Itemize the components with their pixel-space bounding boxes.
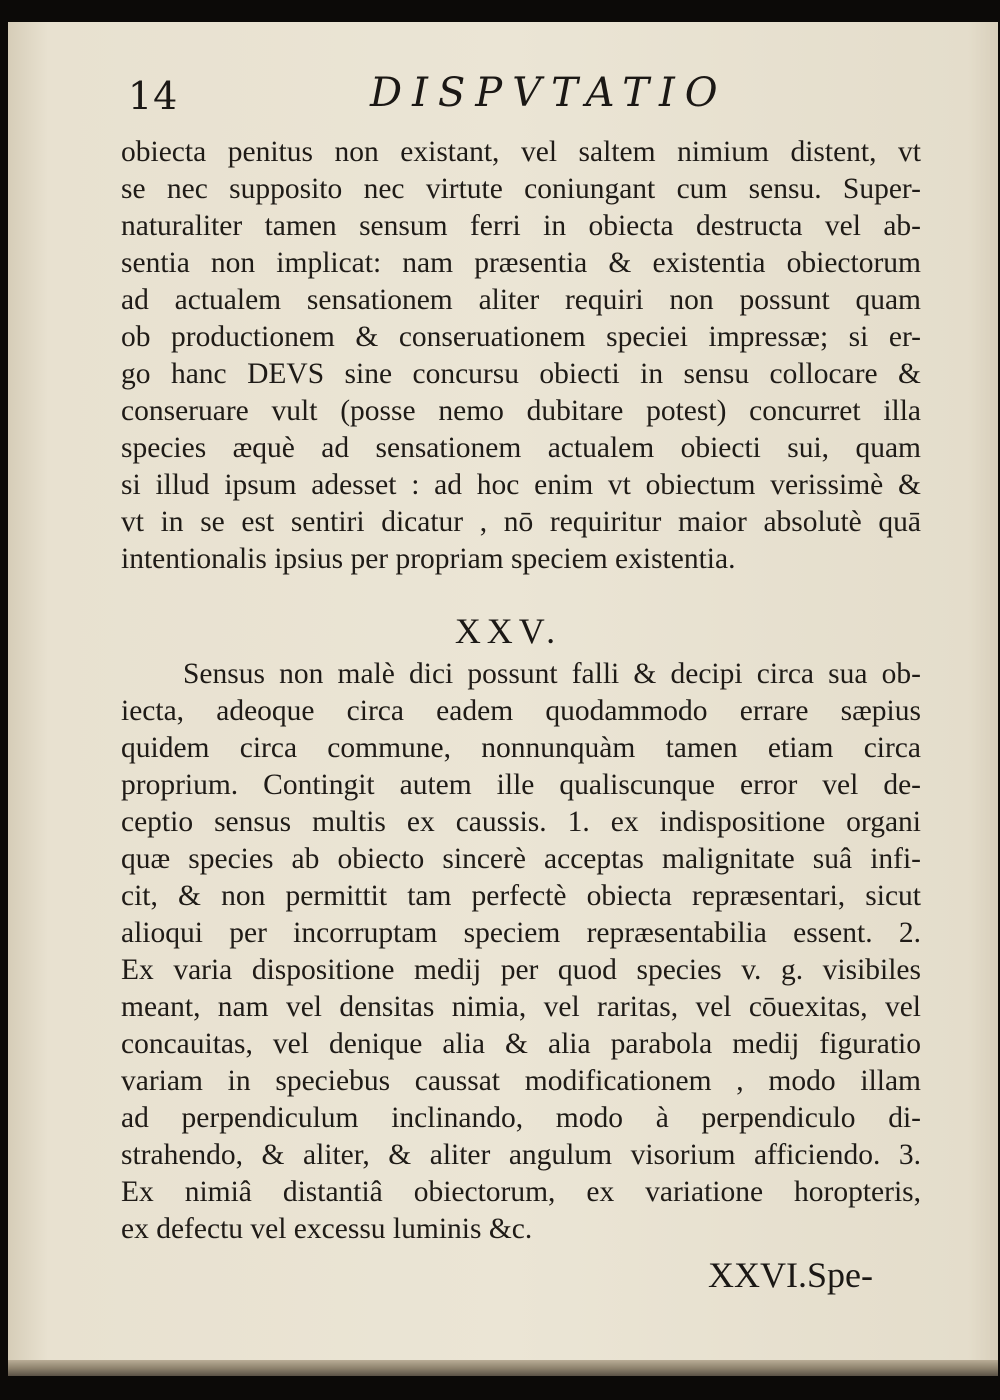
catchword: XXVI.Spe- [708,1255,873,1295]
text-line: ex defectu vel excessu luminis &c. [121,1213,533,1245]
section-heading: XXV. [454,611,562,651]
text-line: proprium. Contingit autem ille qualiscunque error vel de- [121,769,921,801]
paragraph-1 [121,134,921,578]
text-line: iecta, adeoque circa eadem quodammodo errare sæpius [121,695,921,727]
text-line: ceptio sensus multis ex caussis. 1. ex indispositione organi [121,806,921,838]
text-line: quidem circa commune, nonnunquàm tamen etiam circa [121,732,921,764]
text-line: ob productionem & conseruationem speciei impressæ; si er- [121,321,921,353]
text-line: strahendo, & aliter, & aliter angulum visorium afficiendo. 3. [121,1139,921,1171]
text-line: variam in speciebus caussat modificationem , modo illam [121,1065,921,1097]
text-line: naturaliter tamen sensum ferri in obiecta destructa vel ab- [121,210,921,242]
page-number: 14 [128,74,179,118]
paragraph-2 [121,656,921,1248]
text-line: ad actualem sensationem aliter requiri non possunt quam [121,284,921,316]
text-line: species æquè ad sensationem actualem obiecti sui, quam [121,432,921,464]
text-line: si illud ipsum adesset : ad hoc enim vt obiectum verissimè & [121,469,921,501]
text-line: vt in se est sentiri dicatur , nō requiritur maior absolutè quā [121,506,921,538]
text-line: conseruare vult (posse nemo dubitare potest) concurret illa [121,395,921,427]
text-line: quæ species ab obiecto sincerè acceptas malignitate suâ infi- [121,843,921,875]
text-line: ad perpendiculum inclinando, modo à perpendiculo di- [121,1102,921,1134]
text-line: concauitas, vel denique alia & alia parabola medij figuratio [121,1028,921,1060]
text-line: alioqui per incorruptam speciem repræsentabilia essent. 2. [121,917,921,949]
text-line: meant, nam vel densitas nimia, vel raritas, vel cōuexitas, vel [121,991,921,1023]
text-line: Ex varia dispositione medij per quod species v. g. visibiles [121,954,921,986]
text-line: Sensus non malè dici possunt falli & decipi circa sua ob- [183,658,921,690]
page-header [120,70,920,132]
text-line: go hanc DEVS sine concursu obiecti in sensu collocare & [121,358,921,390]
page-edge [8,1360,998,1376]
text-line: se nec supposito nec virtute coniungant cum sensu. Super- [121,173,921,205]
text-line: obiecta penitus non existant, vel saltem nimium distent, vt [121,136,921,168]
text-line: cit, & non permittit tam perfectè obiecta repræsentari, sicut [121,880,921,912]
book-page [8,22,998,1376]
running-title: DISPVTATIO [370,70,728,116]
text-line: Ex nimiâ distantiâ obiectorum, ex variatione horopteris, [121,1176,921,1208]
text-line: sentia non implicat: nam præsentia & existentia obiectorum [121,247,921,279]
text-line: intentionalis ipsius per propriam speciem existentia. [121,543,736,575]
